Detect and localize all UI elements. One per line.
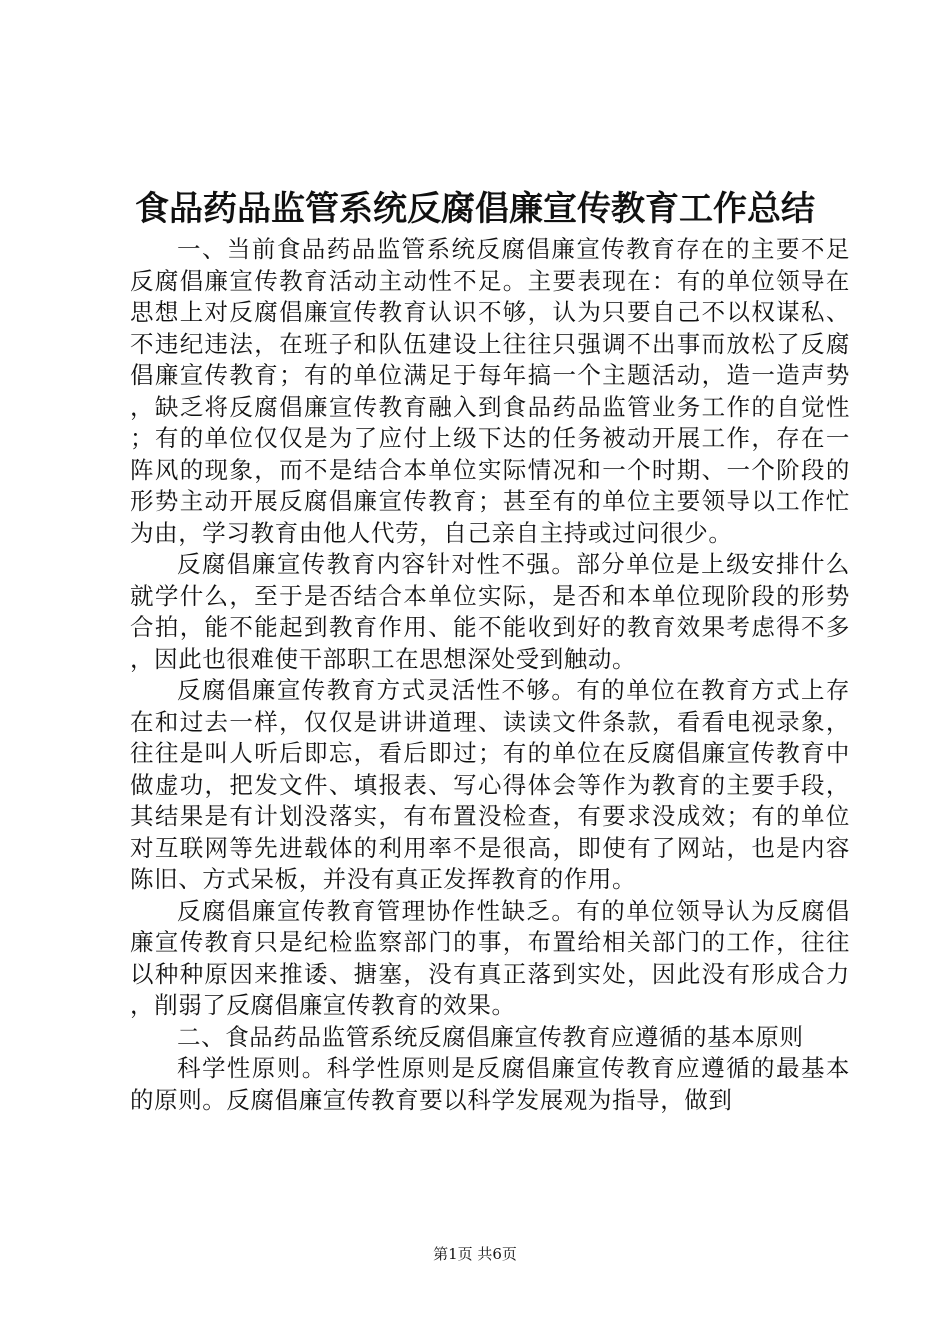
paragraph-4: 反腐倡廉宣传教育管理协作性缺乏。有的单位领导认为反腐倡廉宣传教育只是纪检监察部门的事，布置给相关部门的工作，往往以种种原因来推诿、搪塞，没有真正落到实处，因此没有形成合力，削弱了反腐倡廉宣传教育的效果。 (130, 896, 850, 1019)
paragraph-1: 一、当前食品药品监管系统反腐倡廉宣传教育存在的主要不足反腐倡廉宣传教育活动主动性不足。主要表现在：有的单位领导在思想上对反腐倡廉宣传教育认识不够，认为只要自己不以权谋私、不违纪违法，在班子和队伍建设上往往只强调不出事而放松了反腐倡廉宣传教育；有的单位满足于每年搞一个主题活动，造一造声势，缺乏将反腐倡廉宣传教育融入到食品药品监管业务工作的自觉性；有的单位仅仅是为了应付上级下达的任务被动开展工作，存在一阵风的现象，而不是结合本单位实际情况和一个时期、一个阶段的形势主动开展反腐倡廉宣传教育；甚至有的单位主要领导以工作忙为由，学习教育由他人代劳，自己亲自主持或过问很少。 (130, 235, 850, 547)
section-heading-2: 二、食品药品监管系统反腐倡廉宣传教育应遵循的基本原则 (177, 1022, 804, 1051)
paragraph-2: 反腐倡廉宣传教育内容针对性不强。部分单位是上级安排什么就学什么，至于是否结合本单位实际，是否和本单位现阶段的形势合拍，能不能起到教育作用、能不能收到好的教育效果考虑得不多，因此也很难使干部职工在思想深处受到触动。 (130, 550, 850, 673)
document-body (130, 234, 850, 1116)
document-title: 食品药品监管系统反腐倡廉宣传教育工作总结 (135, 189, 815, 229)
paragraph-5: 科学性原则。科学性原则是反腐倡廉宣传教育应遵循的最基本的原则。反腐倡廉宣传教育要以科学发展观为指导，做到 (130, 1054, 850, 1114)
page-footer: 第1页 共6页 (433, 1245, 517, 1263)
paragraph-3: 反腐倡廉宣传教育方式灵活性不够。有的单位在教育方式上存在和过去一样，仅仅是讲讲道理、读读文件条款，看看电视录象，往往是叫人听后即忘，看后即过；有的单位在反腐倡廉宣传教育中做虚功，把发文件、填报表、写心得体会等作为教育的主要手段，其结果是有计划没落实，有布置没检查，有要求没成效；有的单位对互联网等先进载体的利用率不是很高，即使有了网站，也是内容陈旧、方式呆板，并没有真正发挥教育的作用。 (130, 676, 850, 893)
